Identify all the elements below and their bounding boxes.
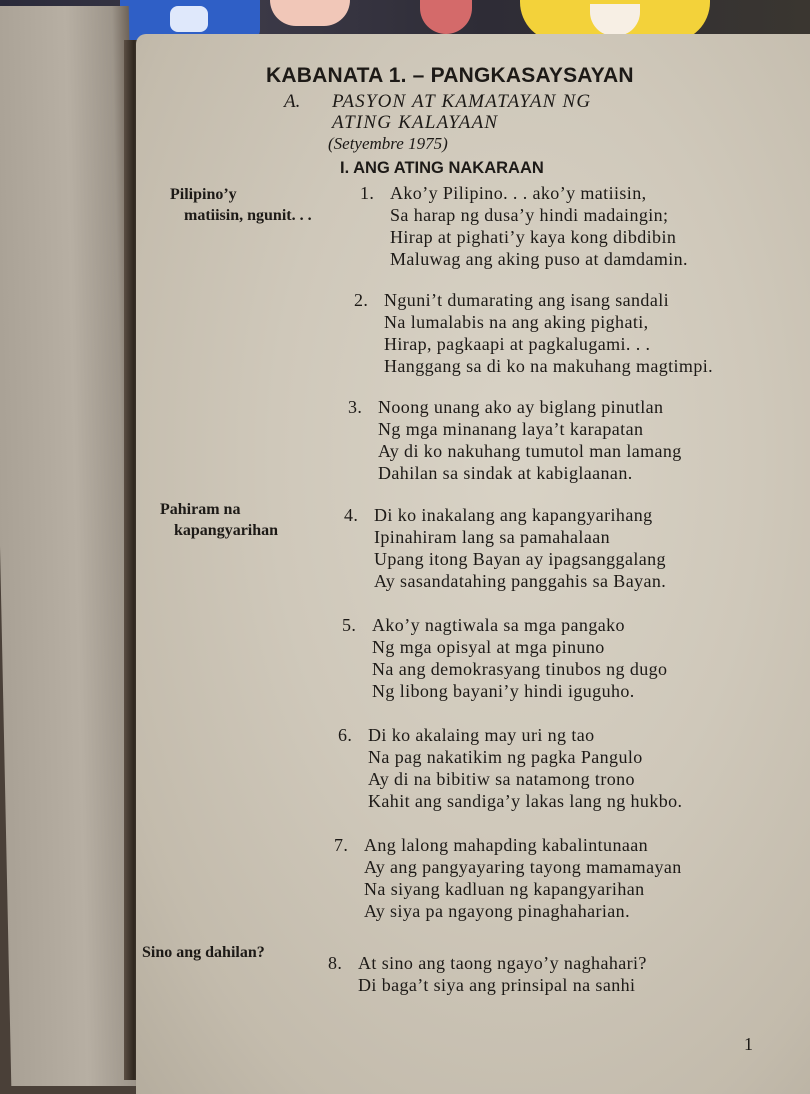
margin-note bbox=[142, 942, 265, 963]
stanza-number: 3. bbox=[348, 397, 363, 417]
verse-line: Na siyang kadluan ng kapangyarihan bbox=[364, 879, 645, 899]
margin-note bbox=[160, 499, 278, 541]
stanza-number: 5. bbox=[342, 615, 357, 635]
verse-line: Di ko akalaing may uri ng tao bbox=[368, 725, 595, 745]
verse-line: Di ko inakalang ang kapangyarihang bbox=[374, 505, 653, 525]
verse-line: Maluwag ang aking puso at damdamin. bbox=[390, 249, 688, 269]
margin-note-line: kapangyarihan bbox=[174, 522, 279, 539]
verse-line: Sa harap ng dusa’y hindi madaingin; bbox=[390, 205, 669, 225]
margin-note-line: Sino ang dahilan? bbox=[142, 944, 265, 961]
verse-line: Ipinahiram lang sa pamahalaan bbox=[374, 527, 611, 547]
verse-line: Noong unang ako ay biglang pinutlan bbox=[378, 397, 664, 417]
verse-line: Ng mga minanang laya’t karapatan bbox=[378, 419, 644, 439]
verse-line: Ng mga opisyal at mga pinuno bbox=[372, 637, 605, 657]
verse-line: Kahit ang sandiga’y lakas lang ng hukbo. bbox=[368, 791, 683, 811]
section-letter: A. bbox=[284, 91, 301, 112]
verse-line: Ay di na bibitiw sa natamong trono bbox=[368, 769, 635, 789]
verse-line: Na lumalabis na ang aking pighati, bbox=[384, 312, 649, 332]
verse-line: Hanggang sa di ko na makuhang magtimpi. bbox=[384, 356, 714, 376]
stanza-number: 7. bbox=[334, 835, 349, 855]
verse-line: Nguni’t dumarating ang isang sandali bbox=[384, 290, 670, 310]
margin-note-line: matiisin, ngunit. . . bbox=[184, 207, 312, 224]
subsection-title: I. ANG ATING NAKARAAN bbox=[340, 159, 544, 177]
verse-line: Ako’y Pilipino. . . ako’y matiisin, bbox=[390, 183, 647, 203]
verse-line: Ang lalong mahapding kabalintunaan bbox=[364, 835, 649, 855]
margin-note-line: Pilipino’y bbox=[170, 186, 237, 203]
book-page bbox=[136, 34, 810, 1094]
section-title: PASYON AT KAMATAYAN NG ATING KALAYAAN bbox=[332, 91, 592, 133]
verse-line: Ako’y nagtiwala sa mga pangako bbox=[372, 615, 625, 635]
verse-line: Hirap, pagkaapi at pagkalugami. . . bbox=[384, 334, 651, 354]
stanza-number: 4. bbox=[344, 505, 359, 525]
verse-line: Hirap at pighati’y kaya kong dibdibin bbox=[390, 227, 677, 247]
verse-line: Na ang demokrasyang tinubos ng dugo bbox=[372, 659, 668, 679]
verse-line: Ay siya pa ngayong pinaghaharian. bbox=[364, 901, 630, 921]
sticker-red bbox=[420, 0, 472, 34]
verse-line: Di baga’t siya ang prinsipal na sanhi bbox=[358, 975, 636, 995]
stanza-number: 2. bbox=[354, 290, 369, 310]
margin-note bbox=[170, 184, 312, 226]
verse-line: Ay di ko nakuhang tumutol man lamang bbox=[378, 441, 682, 461]
verse-line: Upang itong Bayan ay ipagsanggalang bbox=[374, 549, 666, 569]
stanza-number: 1. bbox=[360, 183, 375, 203]
verse-line: Ng libong bayani’y hindi iguguho. bbox=[372, 681, 635, 701]
verse-line: Na pag nakatikim ng pagka Pangulo bbox=[368, 747, 643, 767]
verse-line: Ay sasandatahing panggahis sa Bayan. bbox=[374, 571, 667, 591]
stanza-number: 8. bbox=[328, 953, 343, 973]
verse-line: Ay ang pangyayaring tayong mamamayan bbox=[364, 857, 682, 877]
margin-note-line: Pahiram na bbox=[160, 501, 241, 518]
page-number: 1 bbox=[744, 1034, 753, 1054]
stanza-number: 6. bbox=[338, 725, 353, 745]
chapter-title: KABANATA 1. – PANGKASAYSAYAN bbox=[266, 64, 634, 87]
verse-line: Dahilan sa sindak at kabiglaanan. bbox=[378, 463, 633, 483]
verse-line: At sino ang taong ngayo’y naghahari? bbox=[358, 953, 647, 973]
sticker-pink bbox=[270, 0, 350, 26]
section-date: (Setyembre 1975) bbox=[328, 134, 448, 153]
